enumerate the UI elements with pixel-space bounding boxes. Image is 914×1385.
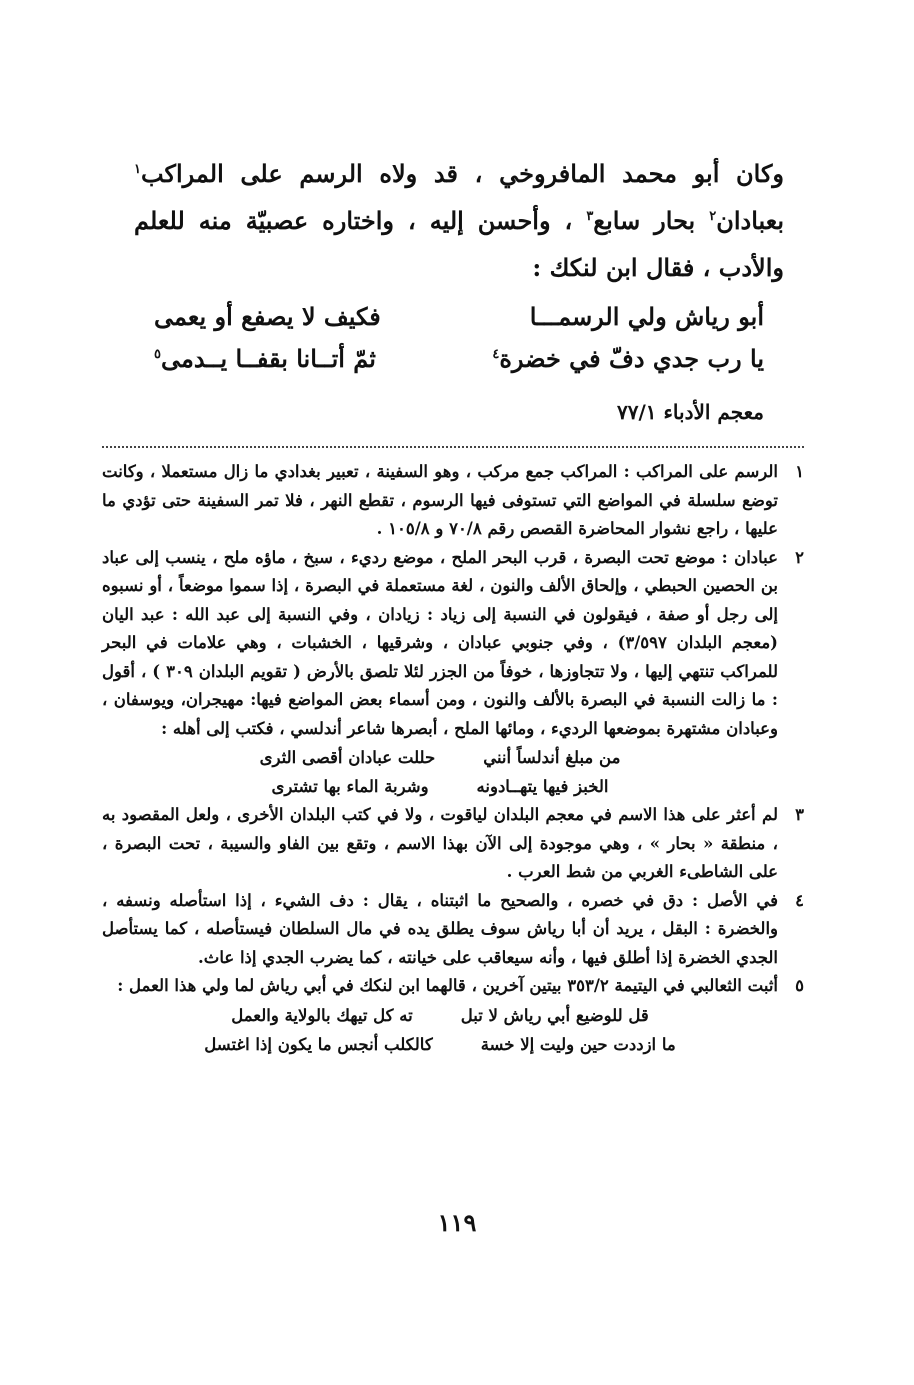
footnote-verse-line [102, 772, 778, 801]
line-2a-text: بحار سابع [593, 206, 696, 235]
footnote-1 [102, 458, 804, 544]
footnote-text: أثبت الثعالبي في اليتيمة ٣٥٣/٢ بيتين آخرين ، قالهما ابن لنكك في أبي رياش لما ولي هذا العمل : [117, 976, 778, 995]
verse-2-second-text: ثمّ أتــانا بقفــا يــدمى [160, 344, 376, 373]
footnote-verse-hemistich: كالكلب أنجس ما يكون إذا اغتسل [204, 1034, 433, 1054]
footnote-verse-hemistich: ما ازددت حين وليت إلا خسة [480, 1034, 676, 1054]
footnote-text: الرسم على المراكب : المراكب جمع مركب ، وهو السفينة ، تعبير بغدادي ما زال مستعملا ، وكانت توضع سلسلة في المواضع التي تستوفى فيها الرسوم ، تقطع النهر ، فلا تمر السفينة حتى تؤدي ما عليها ، راجع نشوار المحاضرة القصص رقم ٧٠/٨ و ١٠٥/٨ . [102, 462, 778, 538]
page-number: ١١٩ [437, 1208, 477, 1237]
footnote-2 [102, 544, 804, 802]
footnote-verse-line [102, 1001, 778, 1030]
footnote-ref-3: ٣ [586, 209, 594, 224]
verse-line-1 [154, 296, 764, 338]
footnote-number: ٤ [795, 890, 804, 910]
verse-line-2 [154, 338, 764, 380]
paragraph-line-1 [134, 150, 784, 291]
verse-2-first-hemistich [492, 338, 764, 380]
footnotes [102, 458, 804, 1059]
footnote-divider [102, 446, 804, 448]
footnote-verse-hemistich: قل للوضيع أبي رياش لا تبل [460, 1005, 649, 1025]
source-citation: معجم الأدباء ٧٧/١ [617, 400, 764, 424]
main-verse [154, 296, 764, 380]
footnote-ref-4: ٤ [492, 347, 500, 362]
verse-2-first-text: يا رب جدي دفّ في خضرة [499, 344, 764, 373]
footnote-5 [102, 972, 804, 1059]
footnote-verse-hemistich: الخبز فيها يتهــادونه [476, 777, 609, 796]
footnote-ref-1: ١ [134, 162, 141, 177]
footnote-number: ٥ [795, 976, 804, 995]
footnote-text: لم أعثر على هذا الاسم في معجم البلدان لياقوت ، ولا في كتب البلدان الأخرى ، ولعل المقصود به ، منطقة « بحار » ، وهي موجودة إلى الآن بهذا الاسم ، وتقع بين الفاو والسيبة ، تحت البصرة ، على الشاطىء الغربي من شط العرب . [102, 805, 778, 881]
line-2b-text: ، وأحسن إليه ، واختاره عصبيّة منه للعلم والأدب ، فقال ابن [134, 206, 784, 282]
footnote-number: ٣ [795, 805, 804, 824]
footnote-ref-2: ٢ [709, 209, 717, 224]
footnote-text: في الأصل : دق في خصره ، والصحيح ما اثبتناه ، يقال : دف الشيء ، إذا استأصله ونسفه ، والخضرة : البقل ، يريد أن أبا رياش سوف يطلق يده في مال السلطان فيستأصله ، كما يستأصل الجدي الخضرة إذا أطلق فيها ، وأنه سيعاقب على خيانته ، كما يضرب الجدي إذا عاث. [102, 890, 778, 967]
verse-2-second-hemistich [154, 338, 376, 380]
footnote-verse-line [102, 743, 778, 772]
footnote-verse-hemistich: ته كل تيهك بالولاية والعمل [231, 1005, 413, 1025]
line-3-text: لنكك : [532, 253, 598, 282]
verse-1-first-hemistich: أبو رياش ولي الرسمـــا [529, 302, 764, 331]
main-paragraph [134, 150, 784, 291]
footnote-verse-line [102, 1030, 778, 1059]
footnote-verse-hemistich: وشربة الماء بها تشترى [271, 777, 429, 796]
footnote-4 [102, 887, 804, 973]
footnote-ref-5: ٥ [154, 347, 161, 362]
line-1b-text: بعبادان [716, 206, 785, 235]
verse-1-second-hemistich: فكيف لا يصفع أو يعمى [154, 302, 381, 331]
footnote-text: عبادان : موضع تحت البصرة ، قرب البحر الملح ، موضع رديء ، سبخ ، ماؤه ملح ، ينسب إلى عباد بن الحصين الحبطي ، وإلحاق الألف والنون ، لغة مستعملة في البصرة ، إذا سموا موضعاً ، أو نسبوه إلى رجل أو صفة ، فيقولون في النسبة إلى زياد : زيادان ، وفي النسبة إلى عبد الله : عبد اليان (معجم البلدان ٣/٥٩٧) ، وفي جنوبي عبادان ، وشرقيها ، الخشبات ، وهي علامات في البحر للمراكب تنتهي إليها ، ولا تتجاوزها ، خوفاً من الجزر لئلا تلصق بالأرض ( تقويم البلدان ٣٠٩ ) ، أقول : ما زالت النسبة في البصرة بالألف والنون ، ومن أسماء بعض المواضع فيها: مهيجران، ويوسفان ، وعبادان مشتهرة بموضعها الرديء ، ومائها الملح ، أبصرها شاعر أندلسي ، فكتب إلى أهله : [102, 547, 779, 738]
footnote-3 [102, 801, 804, 887]
footnote-number: ٢ [795, 547, 804, 567]
footnote-number: ١ [795, 462, 804, 481]
footnote-verse-hemistich: حللت عبادان أقصى الثرى [259, 748, 436, 767]
footnote-verse-hemistich: من مبلغ أندلساً أنني [483, 748, 621, 767]
line-1-text: وكان أبو محمد المافروخي ، قد ولاه الرسم على المراكب [140, 159, 785, 188]
